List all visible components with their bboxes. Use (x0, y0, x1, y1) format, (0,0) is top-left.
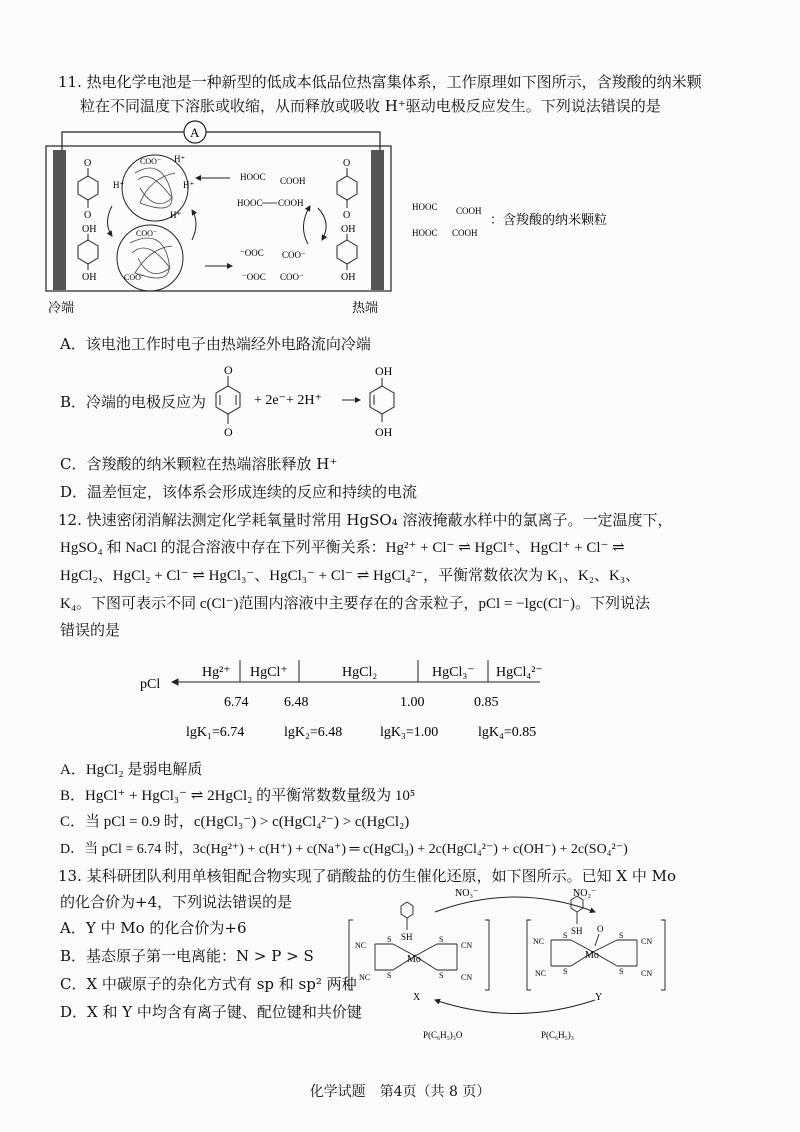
q12-option-c: C．当 pCl = 0.9 时，c(HgCl₃⁻) > c(HgCl₄²⁻) > c(HgCl₂) (60, 814, 410, 830)
q11-stem-line-2: 粒在不同温度下溶胀或收缩，从而释放或吸收 H⁺驱动电极反应发生。下列说法错误的是 (80, 97, 661, 115)
svg-text:SH: SH (401, 932, 413, 942)
svg-text:S: S (439, 935, 444, 944)
complex-x-label: X (413, 992, 421, 1003)
svg-text:OH: OH (341, 272, 356, 283)
lgk2: lgK₂=6.48 (284, 725, 343, 740)
q12-stem-line-4: K₄。下图可表示不同 c(Cl⁻)范围内溶液中主要存在的含汞粒子，pCl = −lgc(Cl⁻)。下列说法 (60, 596, 651, 612)
q13-option-b: B．基态原子第一电离能：N > P > S (60, 947, 314, 965)
q11-option-d: D．温差恒定，该体系会形成连续的反应和持续的电流 (60, 483, 418, 501)
hydroquinone-molecule-left (78, 234, 98, 270)
svg-text:COO⁻: COO⁻ (136, 229, 158, 238)
legend-text: ：含羧酸的纳米颗粒 (490, 212, 608, 227)
hydroquinone-molecule-right (337, 234, 357, 270)
q12-stem-line-2: HgSO₄ 和 NaCl 的混合溶液中存在下列平衡关系：Hg²⁺ + Cl⁻ ⇌ HgCl⁺、HgCl⁺ + Cl⁻ ⇌ (60, 540, 625, 556)
svg-text:⁻OOC: ⁻OOC (240, 248, 264, 258)
axis-label-pcl: pCl (140, 677, 161, 692)
svg-text:⁻OOC: ⁻OOC (242, 272, 266, 282)
q13-stem-line-2: 的化合价为+4，下列说法错误的是 (60, 893, 293, 911)
complex-y-label: Y (595, 992, 603, 1003)
svg-text:S: S (563, 931, 568, 940)
svg-text:OH: OH (375, 364, 393, 378)
q11-option-b-prefix: B．冷端的电极反应为 (60, 393, 207, 411)
lgk1: lgK₁=6.74 (186, 725, 245, 740)
q12-option-d: D．当 pCl = 6.74 时，3c(Hg²⁺) + c(H⁺) + c(Na⁺) ═ c(HgCl₃) + 2c(HgCl₄²⁻) + c(OH⁻) + 2c(SO₄²⁻) (60, 842, 628, 857)
svg-text:CN: CN (641, 937, 653, 946)
svg-text:O: O (343, 210, 351, 221)
species-hg2: Hg²⁺ (202, 665, 231, 680)
svg-text:O: O (597, 924, 604, 934)
svg-text:SH: SH (571, 926, 583, 936)
svg-text:COOH: COOH (280, 176, 306, 186)
page-footer: 化学试题 第4页（共 8 页） (309, 1084, 491, 1100)
svg-text:NC: NC (533, 937, 545, 946)
svg-text:HOOC: HOOC (237, 198, 263, 208)
svg-text:H⁺: H⁺ (113, 180, 125, 190)
q13-option-c: C．X 中碳原子的杂化方式有 sp 和 sp² 两种 (60, 975, 357, 993)
svg-text:COOH: COOH (452, 228, 478, 238)
svg-text:O: O (224, 364, 233, 377)
phosphine-label: P(C₆H₅)₃ (541, 1030, 574, 1040)
svg-text:+ 2e⁻+ 2H⁺: + 2e⁻+ 2H⁺ (254, 393, 322, 408)
species-hgcl4: HgCl₄²⁻ (496, 665, 543, 680)
q11-option-c: C．含羧酸的纳米颗粒在热端溶胀释放 H⁺ (60, 455, 338, 473)
svg-text:H⁺: H⁺ (174, 154, 186, 164)
svg-text:COOH: COOH (456, 206, 482, 216)
species-hgcl: HgCl⁺ (250, 665, 288, 680)
svg-text:NC: NC (359, 973, 371, 982)
cold-electrode (53, 150, 66, 290)
nitrate-label: NO₃⁻ (455, 888, 479, 899)
svg-text:COO⁻: COO⁻ (280, 272, 304, 282)
svg-text:S: S (387, 935, 392, 944)
lgk3: lgK₃=1.00 (380, 725, 439, 740)
svg-text:O: O (224, 425, 233, 438)
tick-6-74: 6.74 (224, 695, 249, 710)
tick-1-00: 1.00 (400, 695, 425, 710)
species-hgcl3: HgCl₃⁻ (432, 665, 475, 680)
svg-text:O: O (84, 158, 92, 169)
svg-text:CN: CN (461, 941, 473, 950)
svg-text:COOH: COOH (278, 198, 304, 208)
cold-end-label: 冷端 (48, 300, 75, 315)
q11-cell-diagram (0, 118, 800, 318)
phosphine-oxide-label: P(C₆H₅)₃O (423, 1030, 463, 1040)
svg-text:NC: NC (535, 969, 547, 978)
svg-text:H⁺: H⁺ (170, 210, 182, 220)
svg-text:S: S (619, 931, 624, 940)
q13-stem-line-1: 13. 某科研团队利用单核钼配合物实现了硝酸盐的仿生催化还原，如下图所示。已知 X 中 Mo (58, 867, 677, 885)
svg-text:S: S (619, 967, 624, 976)
svg-text:COO⁻: COO⁻ (124, 273, 146, 282)
quinone-molecule-right (337, 168, 357, 208)
svg-text:O: O (84, 210, 92, 221)
svg-text:S: S (563, 967, 568, 976)
svg-text:H⁺: H⁺ (183, 180, 195, 190)
svg-text:OH: OH (375, 425, 393, 438)
svg-text:CN: CN (461, 973, 473, 982)
q13-option-d: D．X 和 Y 中均含有离子键、配位键和共价键 (60, 1003, 362, 1021)
tick-6-48: 6.48 (284, 695, 309, 710)
lgk4: lgK₄=0.85 (478, 725, 537, 740)
svg-text:Mo: Mo (407, 954, 421, 965)
tick-0-85: 0.85 (474, 695, 499, 710)
q13-catalysis-diagram (345, 882, 685, 1042)
svg-text:OH: OH (82, 272, 97, 283)
q12-option-a: A．HgCl₂ 是弱电解质 (60, 762, 203, 778)
nitrite-label: NO₂⁻ (573, 888, 597, 899)
svg-text:OH: OH (82, 224, 97, 235)
q12-option-b: B．HgCl⁺ + HgCl₃⁻ ⇌ 2HgCl₂ 的平衡常数数量级为 10⁵ (60, 788, 416, 804)
svg-text:O: O (343, 158, 351, 169)
ammeter-label: A (190, 125, 200, 140)
q11-stem-line-1: 11. 热电化学电池是一种新型的低成本低品位热富集体系，工作原理如下图所示，含羧酸的纳米颗 (58, 73, 702, 91)
svg-text:Mo: Mo (585, 950, 599, 961)
q11-option-a: A．该电池工作时电子由热端经外电路流向冷端 (60, 335, 371, 353)
species-hgcl2: HgCl₂ (342, 665, 378, 680)
hot-end-label: 热端 (352, 300, 379, 315)
svg-text:HOOC: HOOC (412, 202, 438, 212)
q11-option-b-equation (212, 364, 432, 438)
q12-species-axis (0, 652, 800, 742)
svg-text:HOOC: HOOC (240, 172, 266, 182)
quinone-molecule-left (78, 168, 98, 208)
svg-text:OH: OH (341, 224, 356, 235)
svg-text:S: S (387, 971, 392, 980)
svg-text:COO⁻: COO⁻ (282, 250, 306, 260)
svg-text:CN: CN (641, 969, 653, 978)
svg-text:S: S (439, 971, 444, 980)
svg-text:COO⁻: COO⁻ (140, 157, 162, 166)
q13-option-a: A．Y 中 Mo 的化合价为+6 (60, 919, 247, 937)
q12-stem-line-5: 错误的是 (60, 621, 121, 639)
q12-stem-line-1: 12. 快速密闭消解法测定化学耗氧量时常用 HgSO₄ 溶液掩蔽水样中的氯离子。一定温度下， (58, 511, 673, 529)
svg-text:HOOC: HOOC (412, 228, 438, 238)
hot-electrode (371, 150, 384, 290)
svg-text:NC: NC (355, 941, 367, 950)
q12-stem-line-3: HgCl₂、HgCl₂ + Cl⁻ ⇌ HgCl₃⁻、HgCl₃⁻ + Cl⁻ ⇌ HgCl₄²⁻，平衡常数依次为 K₁、K₂、K₃、 (60, 568, 641, 584)
